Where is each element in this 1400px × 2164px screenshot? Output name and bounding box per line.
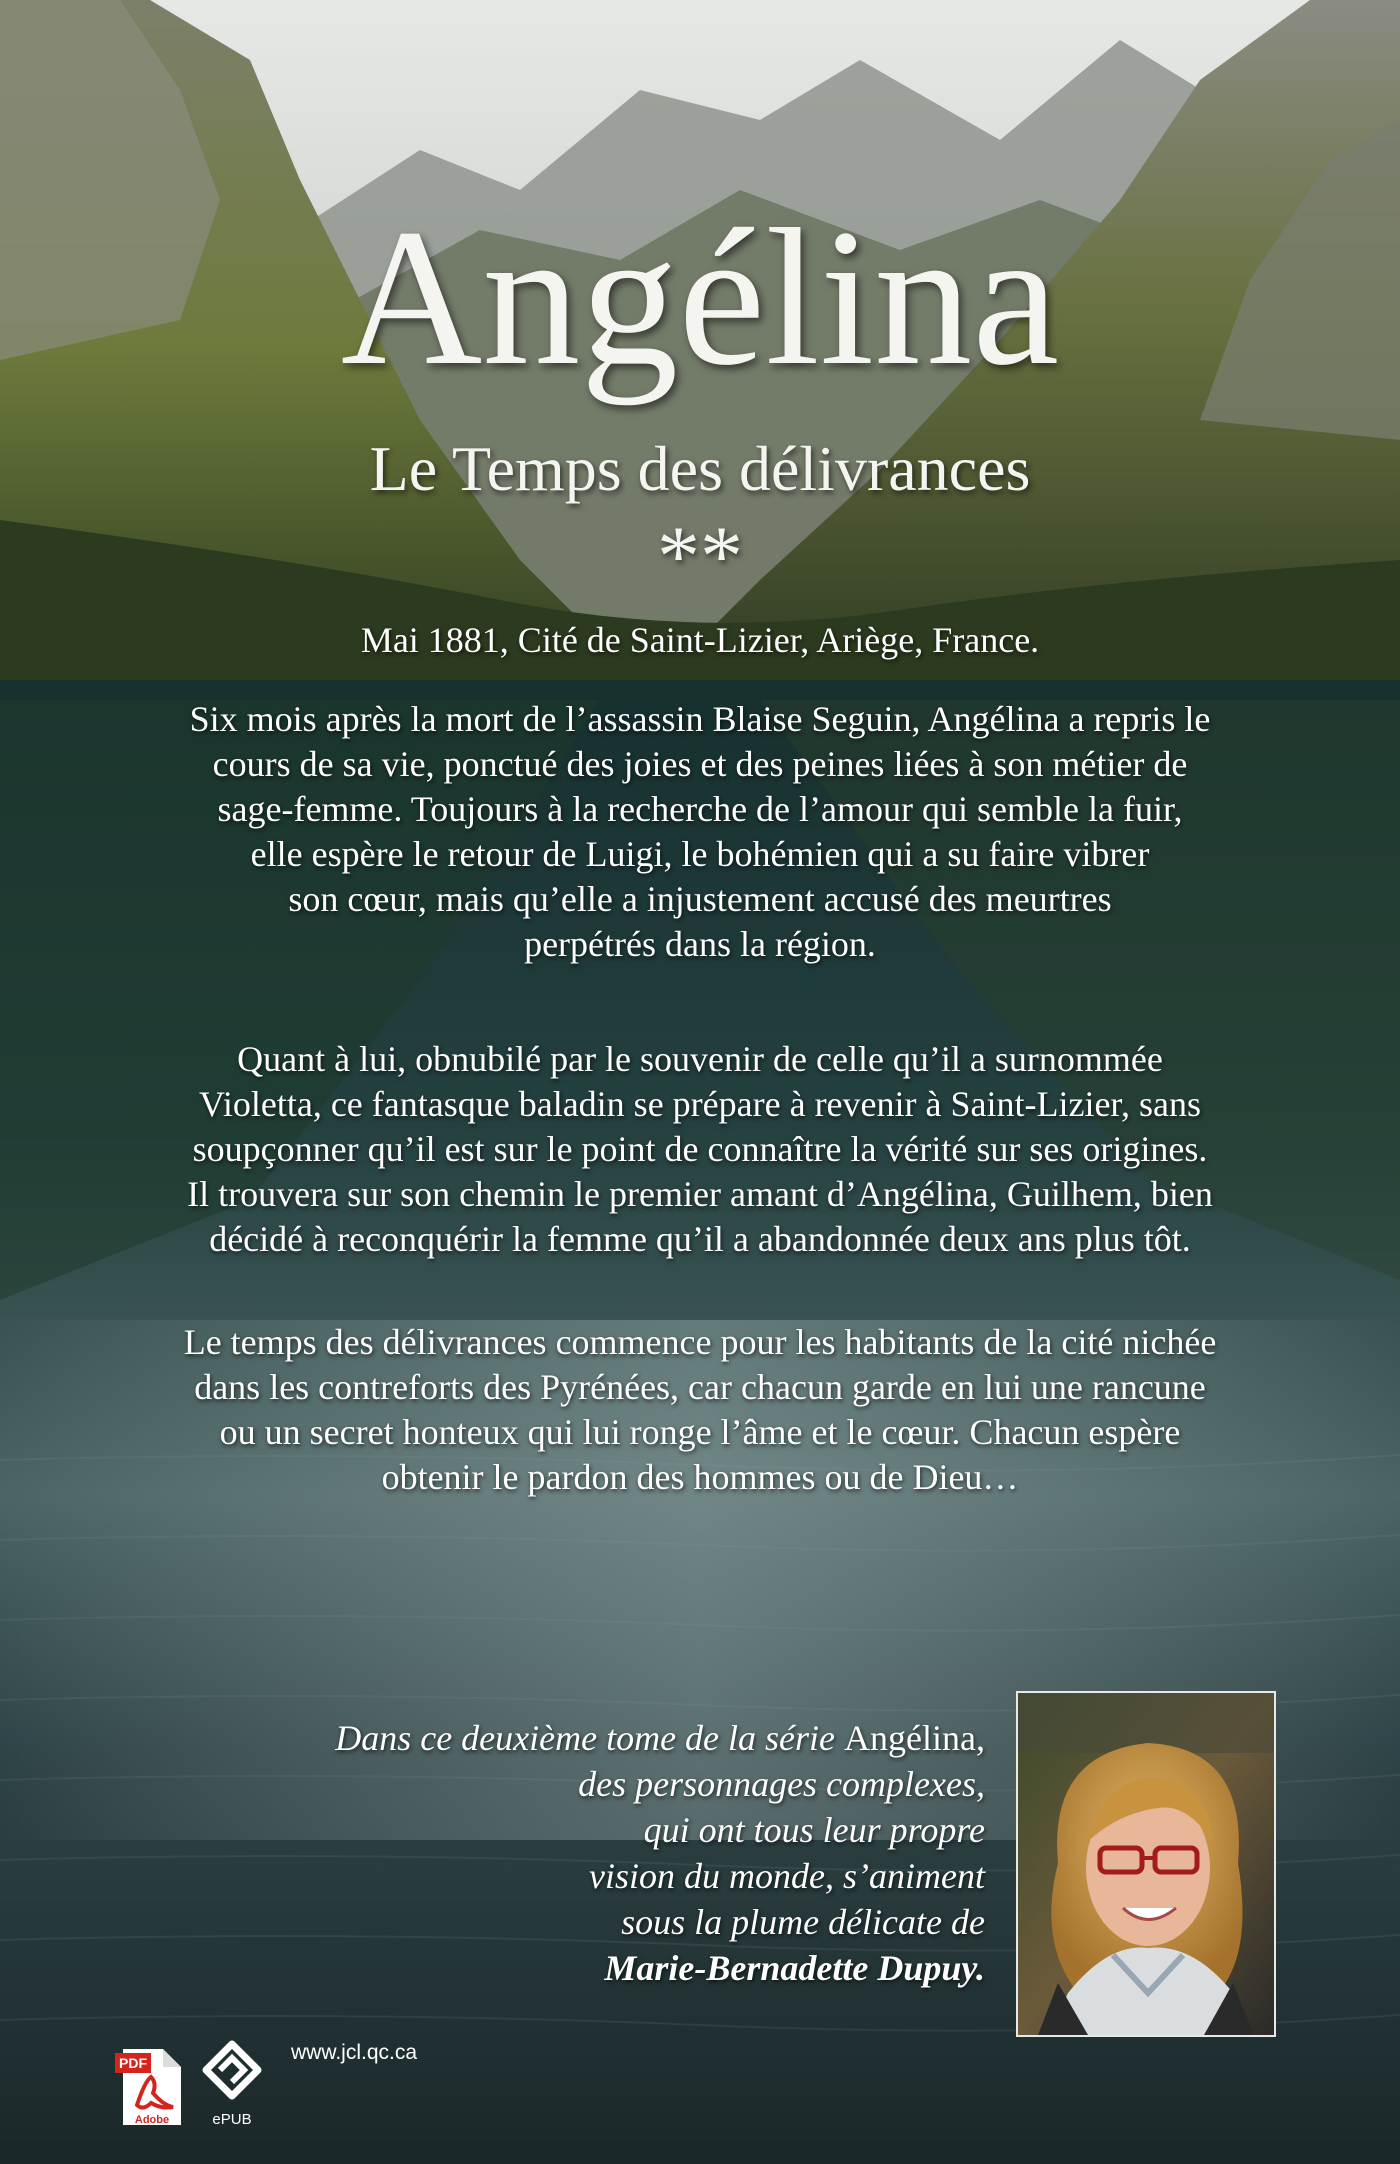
author-blurb xyxy=(265,1715,985,1991)
synopsis-line: elle espère le retour de Luigi, le bohémien qui a su faire vibrer xyxy=(250,834,1150,874)
book-subtitle: Le Temps des délivrances xyxy=(369,433,1031,504)
epub-icon xyxy=(200,2040,264,2130)
blurb-line-4: vision du monde, s’animent xyxy=(589,1856,985,1896)
publisher-url[interactable]: www.jcl.qc.ca xyxy=(291,2041,418,2064)
pdf-label: PDF xyxy=(119,2055,147,2071)
adobe-label: Adobe xyxy=(134,2114,170,2126)
synopsis-line: obtenir le pardon des hommes ou de Dieu… xyxy=(381,1457,1019,1497)
author-photo xyxy=(1016,1691,1276,2037)
pdf-adobe-icon xyxy=(115,2047,183,2127)
blurb-line-3: qui ont tous leur propre xyxy=(643,1810,985,1850)
synopsis-paragraph-1 xyxy=(80,697,1320,967)
synopsis-line: dans les contreforts des Pyrénées, car chacun garde en lui une rancune xyxy=(194,1367,1206,1407)
synopsis-line: Il trouvera sur son chemin le premier amant d’Angélina, Guilhem, bien xyxy=(187,1174,1213,1214)
blurb-line-2: des personnages complexes, xyxy=(578,1764,985,1804)
synopsis-line: Le temps des délivrances commence pour les habitants de la cité nichée xyxy=(183,1322,1217,1362)
dateline: Mai 1881, Cité de Saint-Lizier, Ariège, France. xyxy=(360,620,1040,660)
synopsis-paragraph-3 xyxy=(80,1320,1320,1500)
author-portrait-image xyxy=(1018,1693,1274,2035)
series-name: Angélina, xyxy=(844,1718,985,1758)
epub-label: ePUB xyxy=(212,2111,252,2128)
synopsis-paragraph-2 xyxy=(80,1037,1320,1262)
synopsis-line: Quant à lui, obnubilé par le souvenir de celle qu’il a surnommée xyxy=(237,1039,1163,1079)
synopsis-line: son cœur, mais qu’elle a injustement accusé des meurtres xyxy=(288,879,1112,919)
synopsis-line: ou un secret honteux qui lui ronge l’âme et le cœur. Chacun espère xyxy=(219,1412,1181,1452)
synopsis-line: Violetta, ce fantasque baladin se prépare à revenir à Saint-Lizier, sans xyxy=(199,1084,1201,1124)
synopsis-line: cours de sa vie, ponctué des joies et des peines liées à son métier de xyxy=(212,744,1188,784)
synopsis-line: sage-femme. Toujours à la recherche de l’amour qui semble la fuir, xyxy=(217,789,1183,829)
synopsis-line: soupçonner qu’il est sur le point de connaître la vérité sur ses origines. xyxy=(192,1129,1208,1169)
synopsis-line: décidé à reconquérir la femme qu’il a abandonnée deux ans plus tôt. xyxy=(209,1219,1191,1259)
blurb-line-1-text: Dans ce deuxième tome de la série xyxy=(335,1718,845,1758)
blurb-line-5: sous la plume délicate de xyxy=(621,1902,985,1942)
author-name: Marie-Bernadette Dupuy. xyxy=(604,1948,985,1988)
volume-mark: ** xyxy=(657,508,743,604)
blurb-line-1 xyxy=(265,1715,985,1761)
book-title: Angélina xyxy=(340,189,1060,406)
synopsis-line: Six mois après la mort de l’assassin Blaise Seguin, Angélina a repris le xyxy=(189,699,1211,739)
synopsis-line: perpétrés dans la région. xyxy=(524,924,876,964)
